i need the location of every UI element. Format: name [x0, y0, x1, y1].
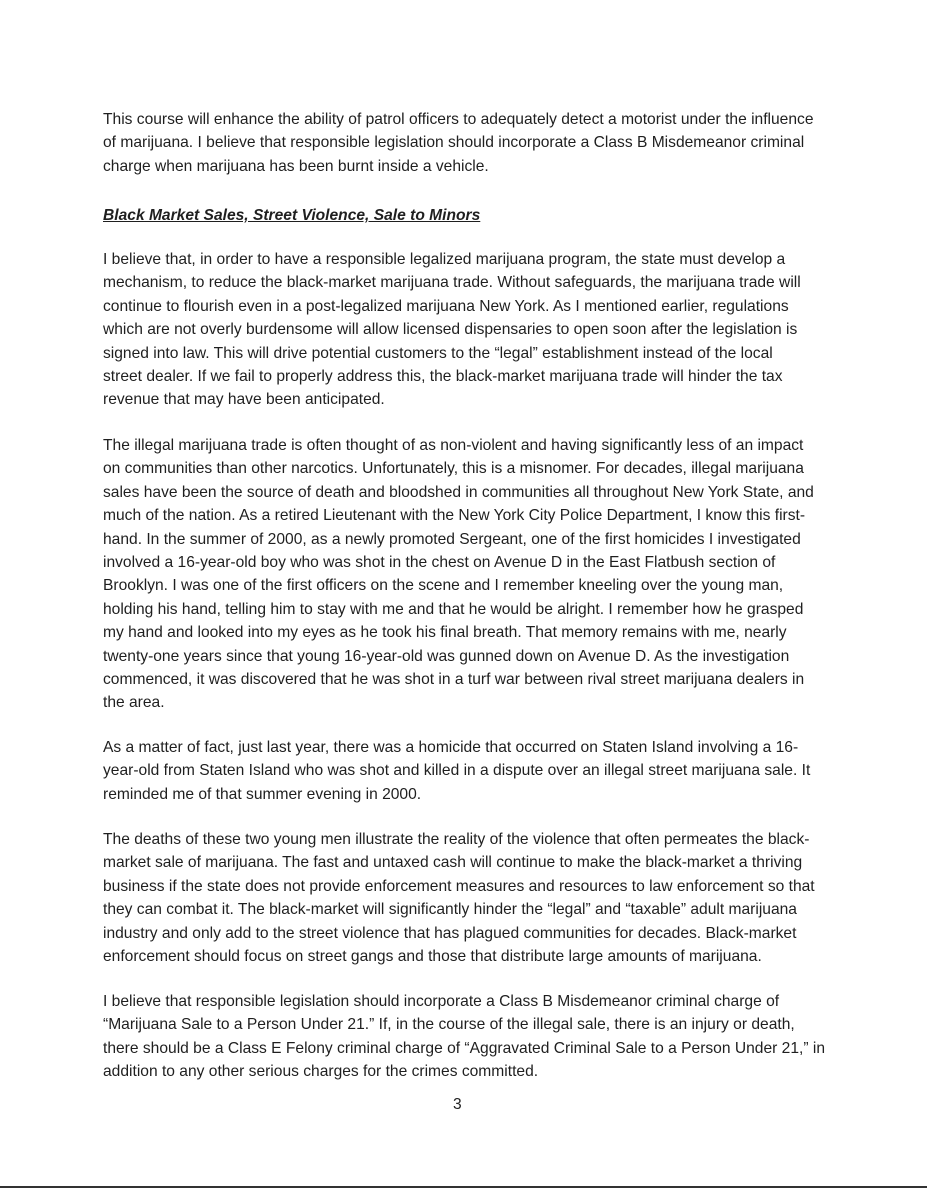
- paragraph-line: there should be a Class E Felony criminal charge of “Aggravated Criminal Sale to a Person Under 21,” in: [103, 1039, 826, 1057]
- paragraph-line: industry and only add to the street violence that has plagued communities for decades. Black-market: [103, 924, 797, 942]
- paragraph-line: much of the nation. As a retired Lieutenant with the New York City Police Department, I know this first-: [103, 507, 806, 525]
- paragraph-line: the area.: [103, 694, 165, 712]
- paragraph-1: [103, 108, 821, 178]
- paragraph-line: involved a 16-year-old boy who was shot in the chest on Avenue D in the East Flatbush section of: [103, 554, 776, 572]
- paragraph-line: twenty-one years since that young 16-year-old was gunned down on Avenue D. As the investigation: [103, 647, 790, 665]
- paragraph-line: addition to any other serious charges for the crimes committed.: [103, 1063, 539, 1081]
- section-heading: Black Market Sales, Street Violence, Sale to Minors: [103, 207, 481, 224]
- paragraph-line: of marijuana. I believe that responsible legislation should incorporate a Class B Misdemeanor criminal: [103, 134, 805, 152]
- paragraph-line: continue to flourish even in a post-legalized marijuana New York. As I mentioned earlier, regulations: [103, 297, 789, 315]
- paragraph-line: revenue that may have been anticipated.: [103, 391, 385, 409]
- paragraph-line: As a matter of fact, just last year, there was a homicide that occurred on Staten Island involving a 16-: [103, 739, 799, 756]
- paragraph-line: enforcement should focus on street gangs and those that distribute large amounts of marijuana.: [103, 948, 762, 966]
- paragraph-line: The deaths of these two young men illustrate the reality of the violence that often permeates the black-: [103, 831, 810, 848]
- paragraph-line: I believe that, in order to have a responsible legalized marijuana program, the state must develop a: [103, 251, 786, 268]
- paragraph-line: they can combat it. The black-market will significantly hinder the “legal” and “taxable” adult marijuana: [103, 901, 797, 919]
- paragraph-line: I believe that responsible legislation should incorporate a Class B Misdemeanor criminal charge of: [103, 993, 780, 1010]
- paragraph-line: which are not overly burdensome will allow licensed dispensaries to open soon after the legislation is: [103, 321, 798, 339]
- paragraph-line: reminded me of that summer evening in 2000.: [103, 785, 422, 803]
- page-number: 3: [453, 1096, 462, 1113]
- paragraph-3: [103, 434, 821, 715]
- paragraph-line: holding his hand, telling him to stay with me and that he would be alright. I remember how he grasped: [103, 600, 804, 618]
- paragraph-line: mechanism, to reduce the black-market marijuana trade. Without safeguards, the marijuana trade will: [103, 274, 801, 292]
- paragraph-line: Brooklyn. I was one of the first officers on the scene and I remember kneeling over the young man,: [103, 577, 784, 595]
- paragraph-line: commenced, it was discovered that he was shot in a turf war between rival street marijuana dealers in: [103, 671, 805, 689]
- paragraph-5: [103, 828, 821, 968]
- paragraph-line: charge when marijuana has been burnt inside a vehicle.: [103, 157, 489, 175]
- paragraph-line: year-old from Staten Island who was shot and killed in a dispute over an illegal street marijuana sale. It: [103, 762, 811, 780]
- paragraph-line: “Marijuana Sale to a Person Under 21.” If, in the course of the illegal sale, there is an injury or death,: [103, 1016, 795, 1034]
- paragraph-2: [103, 248, 821, 412]
- paragraph-line: sales have been the source of death and bloodshed in communities all throughout New York State, and: [103, 483, 814, 501]
- paragraph-line: signed into law. This will drive potential customers to the “legal” establishment instead of the local: [103, 344, 773, 362]
- paragraph-line: The illegal marijuana trade is often thought of as non-violent and having significantly less of an impact: [103, 437, 804, 454]
- paragraph-line: on communities than other narcotics. Unfortunately, this is a misnomer. For decades, illegal marijuana: [103, 460, 804, 478]
- paragraph-line: my hand and looked into my eyes as he took his final breath. That memory remains with me, nearly: [103, 624, 787, 642]
- paragraph-line: This course will enhance the ability of patrol officers to adequately detect a motorist under the influence: [103, 111, 814, 128]
- paragraph-6: [103, 990, 826, 1084]
- paragraph-line: market sale of marijuana. The fast and untaxed cash will continue to make the black-market a thriving: [103, 854, 803, 872]
- paragraph-4: [103, 736, 821, 806]
- paragraph-line: hand. In the summer of 2000, as a newly promoted Sergeant, one of the first homicides I investigated: [103, 530, 801, 548]
- paragraph-line: street dealer. If we fail to properly address this, the black-market marijuana trade will hinder the tax: [103, 368, 783, 386]
- paragraph-line: business if the state does not provide enforcement measures and resources to law enforcement so that: [103, 877, 815, 895]
- page-bottom-rule: [0, 1186, 927, 1188]
